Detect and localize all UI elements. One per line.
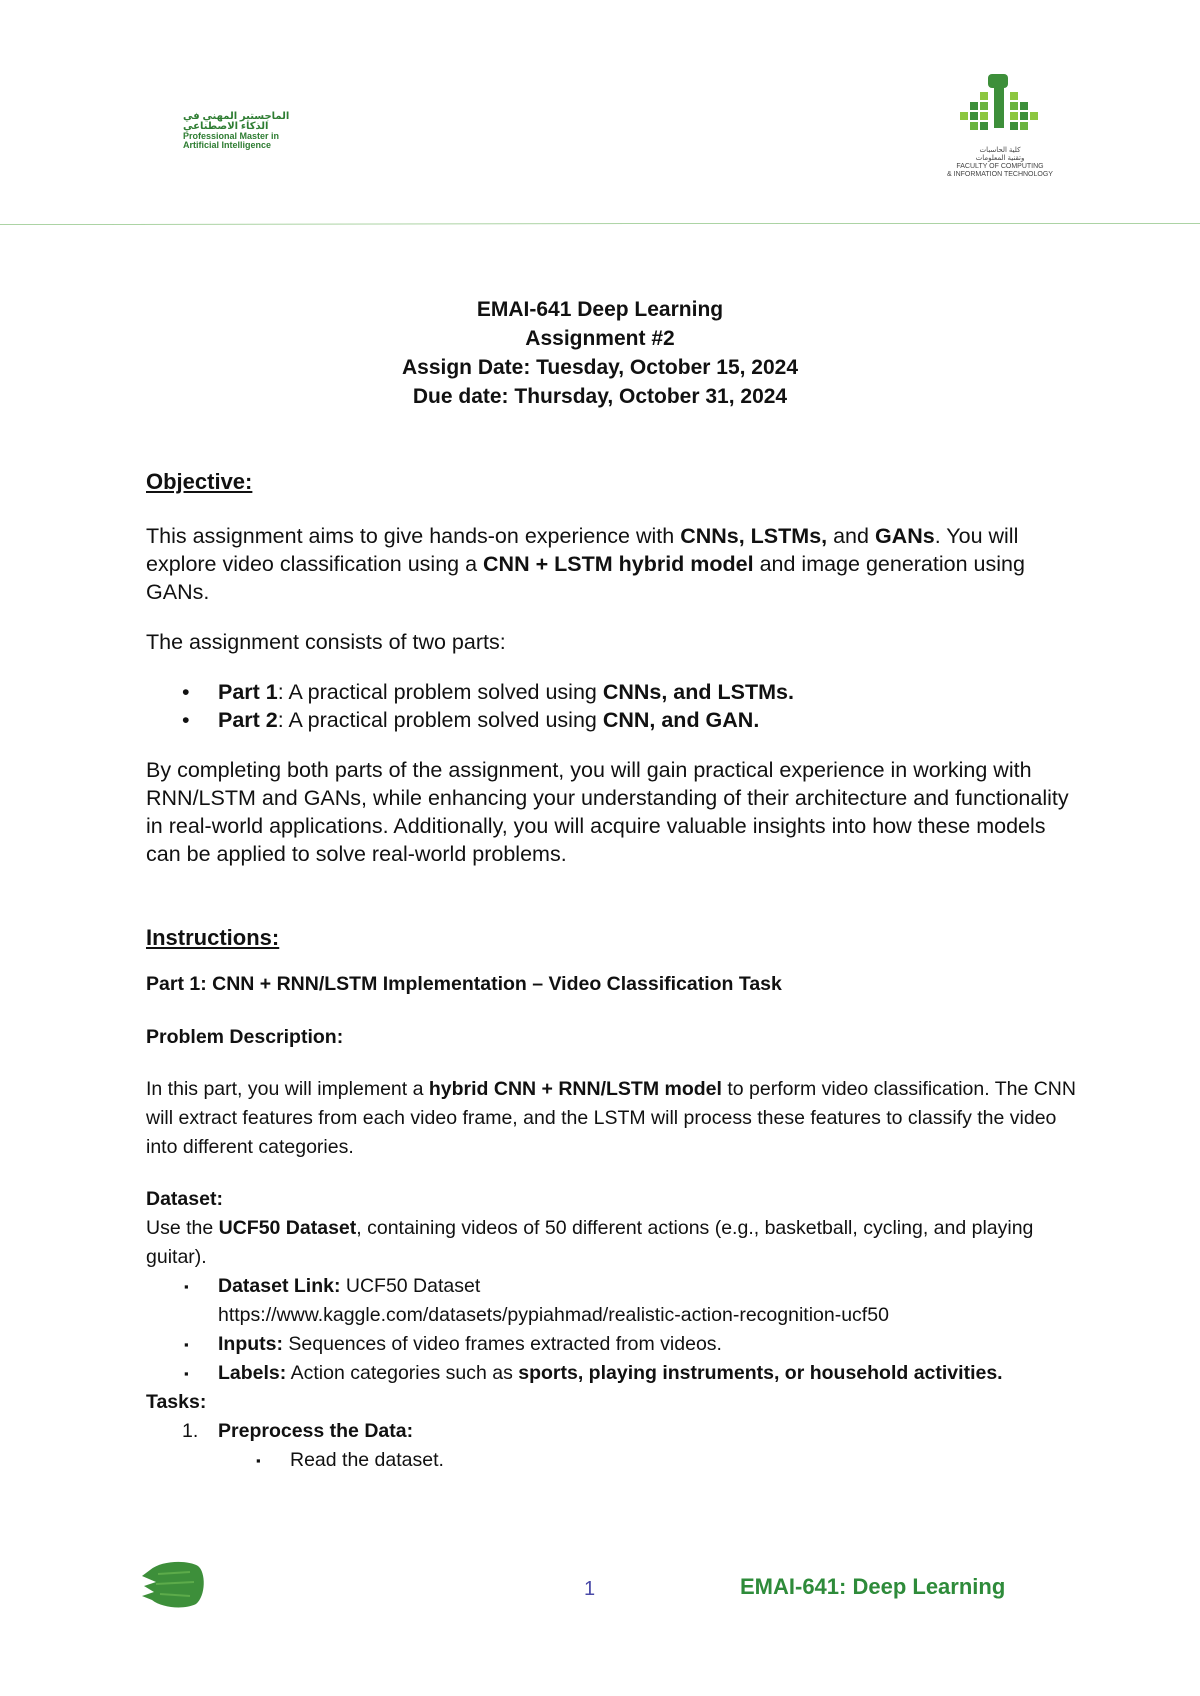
list-item: ▪ Inputs: Sequences of video frames extracted from videos.: [146, 1330, 1076, 1359]
objective-heading: Objective:: [146, 469, 253, 494]
dataset-link[interactable]: https://www.kaggle.com/datasets/pypiahmad/realistic-action-recognition-ucf50: [218, 1304, 889, 1326]
objective-paragraph-2: The assignment consists of two parts:: [146, 630, 506, 654]
dataset-list: [146, 1272, 1076, 1388]
list-item: • Part 2: A practical problem solved using CNN, and GAN.: [146, 706, 1076, 734]
logo-arabic-text: الماجستير المهني في الذكاء الاصطناعي: [183, 111, 290, 132]
parts-list: [146, 678, 1076, 734]
faculty-english-line1: FACULTY OF COMPUTING: [956, 163, 1044, 171]
logo-english-line1: Professional Master in: [183, 131, 280, 141]
faculty-arabic-line1: كلية الحاسبات: [979, 147, 1021, 154]
course-title: EMAI-641 Deep Learning: [476, 298, 724, 321]
instructions-heading: Instructions:: [146, 925, 280, 950]
page-number: 1: [584, 1578, 596, 1600]
tasks-list: [146, 1417, 1076, 1446]
footer-course-title: EMAI-641: Deep Learning: [740, 1574, 1006, 1599]
objective-paragraph-3: By completing both parts of the assignment, you will gain practical experience in working with RNN/LSTM and GANs, while enhancing your understanding of their architecture and functionality in real-world applications. Additionally, you will acquire valuable insights into how these models can be applied to solve real-world problems.: [146, 758, 1069, 866]
dataset-description: Use the UCF50 Dataset, containing videos of 50 different actions (e.g., basketball, cycling, and playing guitar).: [146, 1217, 1034, 1268]
header-right-logo: [945, 72, 1055, 179]
faculty-english-line2: & INFORMATION TECHNOLOGY: [947, 171, 1053, 179]
list-item: ▪ Read the dataset.: [146, 1446, 1076, 1475]
assignment-number: Assignment #2: [525, 327, 675, 350]
title-block: [0, 295, 1200, 411]
problem-description: In this part, you will implement a hybrid CNN + RNN/LSTM model to perform video classification. The CNN will extract features from each video frame, and the LSTM will process these features to classify the video into different categories.: [146, 1078, 1076, 1158]
list-item: • Part 1: A practical problem solved using CNNs, and LSTMs.: [146, 678, 1076, 706]
due-date: Due date: Thursday, October 31, 2024: [412, 385, 788, 408]
document-body: [146, 468, 1076, 1475]
part1-title: Part 1: CNN + RNN/LSTM Implementation – Video Classification Task: [146, 973, 782, 995]
footer-brush-logo-icon: [140, 1556, 210, 1612]
dataset-heading: Dataset:: [146, 1188, 223, 1210]
task1-subtasks: [146, 1446, 1076, 1475]
list-item: 1. Preprocess the Data:: [182, 1420, 414, 1442]
tasks-heading: Tasks:: [146, 1391, 207, 1413]
problem-heading: Problem Description:: [146, 1026, 344, 1048]
assign-date: Assign Date: Tuesday, October 15, 2024: [401, 356, 799, 379]
faculty-arabic-line2: وتقنية المعلومات: [975, 155, 1025, 163]
list-item: ▪ Labels: Action categories such as sports, playing instruments, or household activities.: [146, 1359, 1076, 1388]
header-divider: [0, 223, 1200, 225]
logo-english-line2: Artificial Intelligence: [183, 140, 272, 150]
objective-paragraph-1: This assignment aims to give hands-on experience with CNNs, LSTMs, and GANs. You will explore video classification using a CNN + LSTM hybrid model and image generation using GANs.: [146, 524, 1025, 604]
list-item: ▪ Dataset Link: UCF50 Dataset https://www.kaggle.com/datasets/pypiahmad/realistic-action-recognition-ucf50: [146, 1272, 1076, 1330]
header-left-logo: [183, 112, 313, 150]
faculty-emblem-icon: [950, 72, 1050, 142]
